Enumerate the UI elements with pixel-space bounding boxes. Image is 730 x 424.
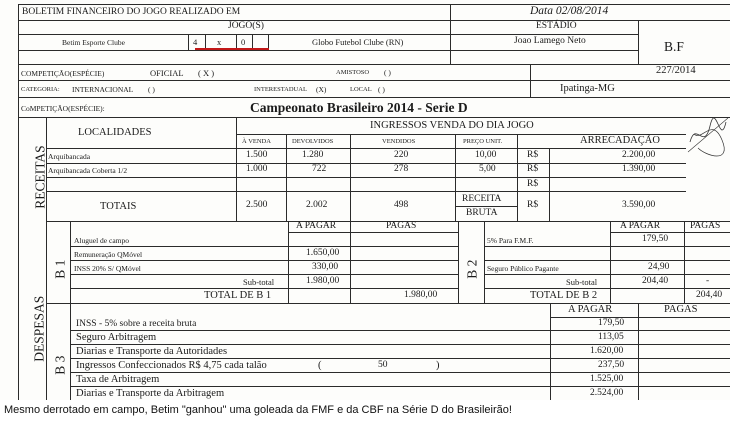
row-currency: R$ — [527, 164, 539, 174]
competition-name: Campeonato Brasileiro 2014 - Serie D — [250, 100, 468, 115]
b3-item-value: 179,50 — [598, 318, 625, 328]
b3-label: B 3 — [52, 355, 68, 375]
b3-item-name: Seguro Arbitragem — [76, 332, 157, 343]
rule — [18, 20, 730, 21]
rule — [610, 232, 730, 233]
row-a-venda: 1.500 — [246, 150, 268, 160]
row-a-venda: 1.000 — [246, 164, 268, 174]
rule — [484, 274, 730, 275]
rule — [46, 148, 686, 149]
b2-item-name: Seguro Público Pagante — [487, 264, 559, 273]
despesas-side-label: DESPESAS — [31, 295, 47, 362]
b3-item-value: 2.524,00 — [590, 388, 624, 398]
versus-mark: x — [217, 37, 222, 47]
b3-paren-close: ) — [436, 360, 440, 371]
rule — [484, 246, 730, 247]
row-preco: 5,00 — [479, 164, 496, 174]
rule — [484, 288, 730, 289]
rule — [46, 303, 730, 304]
rule — [188, 34, 189, 50]
report-title: BOLETIM FINANCEIRO DO JOGO REALIZADO EM — [22, 7, 241, 17]
rule — [236, 117, 237, 221]
bruta-label: BRUTA — [466, 208, 498, 218]
b2-item-value: 179,50 — [642, 234, 669, 244]
rule — [288, 221, 289, 303]
rule — [70, 358, 730, 359]
rule — [530, 64, 531, 97]
b2-item-name: 5% Para F.M.F. — [487, 236, 534, 245]
row-name: Arquibancada — [48, 152, 91, 161]
rule — [549, 148, 550, 221]
b1-item-value: 330,00 — [312, 262, 339, 272]
localidades-label: LOCALIDADES — [78, 127, 152, 138]
rule — [18, 97, 730, 98]
competicao-label: CoMPETIÇÃO(ESPÉCIE): — [21, 104, 105, 113]
rule — [70, 246, 458, 247]
row-arrecadacao: 1.390,00 — [622, 164, 656, 174]
bf-number: 227/2014 — [656, 65, 696, 76]
b3-item-name: Taxa de Arbitragem — [76, 374, 160, 385]
b1-a-pagar-header: A PAGAR — [296, 221, 337, 231]
ingressos-label: INGRESSOS VENDA DO DIA JOGO — [370, 120, 534, 131]
rule — [638, 20, 639, 64]
rule — [18, 4, 730, 5]
b3-item-value: 237,50 — [598, 360, 625, 370]
b3-item-value: 1.620,00 — [590, 346, 624, 356]
row-name: Arquibancada Coberta 1/2 — [48, 166, 128, 175]
rule — [46, 163, 686, 164]
rule — [70, 372, 730, 373]
b2-a-pagar-header: A PAGAR — [620, 221, 661, 231]
row-arrecadacao: 2.200,00 — [622, 150, 656, 160]
receita-label: RECEITA — [462, 194, 502, 204]
b3-item-value: 113,05 — [598, 332, 624, 342]
rule — [18, 80, 730, 81]
rule — [288, 232, 458, 233]
image-caption: Mesmo derrotado em campo, Betim "ganhou" uma goleada da FMF e da CBF na Série D do Brasileirão! — [4, 404, 512, 416]
b1-subtotal-label: Sub-total — [243, 277, 275, 287]
empty-row-currency: R$ — [527, 179, 539, 189]
rule — [70, 221, 71, 303]
interestadual-mark: (X) — [316, 85, 327, 94]
estadio-label: ESTÁDIO — [536, 21, 577, 31]
oficial-label: OFICIAL — [150, 68, 184, 78]
row-vendidos: 278 — [394, 164, 409, 174]
rule — [350, 221, 351, 303]
b3-item-value: 1.525,00 — [590, 374, 624, 384]
b3-item-name: Diarias e Transporte da Autoridades — [76, 346, 228, 357]
internacional-mark: ( ) — [148, 85, 155, 94]
b3-paren-open: ( — [318, 360, 322, 371]
row-currency: R$ — [527, 150, 539, 160]
jogos-label: JOGO(S) — [228, 21, 264, 31]
receitas-side-label: RECEITAS — [32, 145, 48, 209]
rule — [70, 386, 730, 387]
b2-item-value: 24,90 — [648, 262, 670, 272]
b1-label: B 1 — [52, 259, 68, 279]
rule — [70, 260, 458, 261]
rule — [484, 221, 485, 303]
stadium-name: Joao Lamego Neto — [514, 36, 586, 46]
rule — [286, 134, 287, 221]
b1-item-name: Aluguel de campo — [74, 236, 129, 245]
total-currency: R$ — [527, 200, 539, 210]
away-score: 0 — [241, 37, 246, 47]
b3-item-qty: 50 — [378, 360, 388, 370]
b1-subtotal-value: 1.980,00 — [306, 276, 340, 286]
b1-total-value: 1.980,00 — [404, 290, 438, 300]
categoria-label: CATEGORIA: — [21, 86, 60, 93]
rule — [70, 344, 730, 345]
rule — [18, 50, 638, 51]
away-team: Globo Futebol Clube (RN) — [312, 37, 404, 47]
rule — [484, 260, 730, 261]
row-devolvidos: 722 — [312, 164, 327, 174]
rule — [350, 134, 351, 221]
home-team: Betim Esporte Clube — [62, 38, 125, 47]
rule — [70, 274, 458, 275]
b2-total-label: TOTAL DE B 2 — [530, 290, 598, 301]
rule — [684, 221, 685, 303]
rule — [610, 221, 611, 303]
col-header-preco: PREÇO UNIT. — [463, 138, 503, 145]
b1-item-name: INSS 20% S/ QMóvel — [74, 264, 141, 273]
amistoso-label: AMISTOSO — [336, 69, 370, 76]
b1-item-name: Remuneração QMóvel — [74, 250, 143, 259]
b3-item-name: INSS - 5% sobre a receita bruta — [76, 319, 197, 329]
row-vendidos: 220 — [394, 150, 409, 160]
b2-pagas-header: PAGAS — [690, 221, 721, 231]
totais-label: TOTAIS — [100, 201, 137, 212]
b3-item-name: Diarias e Transporte da Arbitragem — [76, 388, 225, 399]
report-date: Data 02/08/2014 — [530, 5, 609, 17]
oficial-mark: ( X ) — [198, 68, 215, 78]
col-header-devolvidos: DEVOLVIDOS — [292, 138, 334, 145]
b2-subtotal-label: Sub-total — [566, 277, 598, 287]
amistoso-mark: ( ) — [384, 68, 391, 77]
b2-label: B 2 — [464, 259, 480, 279]
b2-total-value: 204,40 — [696, 290, 723, 300]
rule — [18, 64, 730, 65]
b1-pagas-header: PAGAS — [386, 221, 417, 231]
col-header-vendidos: VENDIDOS — [382, 138, 416, 145]
rule — [517, 134, 518, 221]
row-devolvidos: 1.280 — [302, 150, 324, 160]
totais-a-venda: 2.500 — [246, 200, 268, 210]
signature-scribble — [686, 112, 730, 158]
rule — [46, 191, 686, 192]
b2-subtotal-pagas: - — [706, 276, 710, 286]
score-underline — [195, 48, 269, 50]
b1-total-label: TOTAL DE B 1 — [204, 290, 272, 301]
rule — [455, 206, 517, 207]
rule — [70, 288, 458, 289]
row-preco: 10,00 — [475, 150, 497, 160]
arrecadacao-label: ARRECADAÇÃO — [580, 135, 660, 146]
col-header-a-venda: À VENDA — [242, 138, 271, 145]
rule — [455, 134, 456, 221]
receita-bruta-value: 3.590,00 — [622, 200, 656, 210]
local-label: LOCAL — [350, 86, 372, 93]
local-mark: ( ) — [378, 85, 385, 94]
b2-subtotal-value: 204,40 — [642, 276, 669, 286]
rule — [46, 177, 686, 178]
rule — [70, 330, 730, 331]
rule — [550, 317, 730, 318]
rule — [18, 34, 638, 35]
b3-a-pagar-header: A PAGAR — [568, 304, 613, 315]
city: Ipatinga-MG — [560, 83, 615, 94]
internacional-label: INTERNACIONAL — [72, 85, 134, 94]
rule — [18, 117, 730, 118]
b1-item-value: 1.650,00 — [306, 248, 340, 258]
b3-pagas-header: PAGAS — [664, 304, 698, 315]
b3-item-name: Ingressos Confeccionados R$ 4,75 cada talão — [76, 360, 267, 371]
rule — [458, 221, 459, 303]
interestadual-label: INTERESTADUAL — [254, 86, 307, 93]
competicao-especie-label: COMPETIÇÃO(ESPÉCIE) — [21, 69, 105, 78]
bf-label: B.F — [664, 39, 684, 54]
home-score: 4 — [193, 37, 198, 47]
totais-devolvidos: 2.002 — [306, 200, 328, 210]
totais-vendidos: 498 — [394, 200, 409, 210]
